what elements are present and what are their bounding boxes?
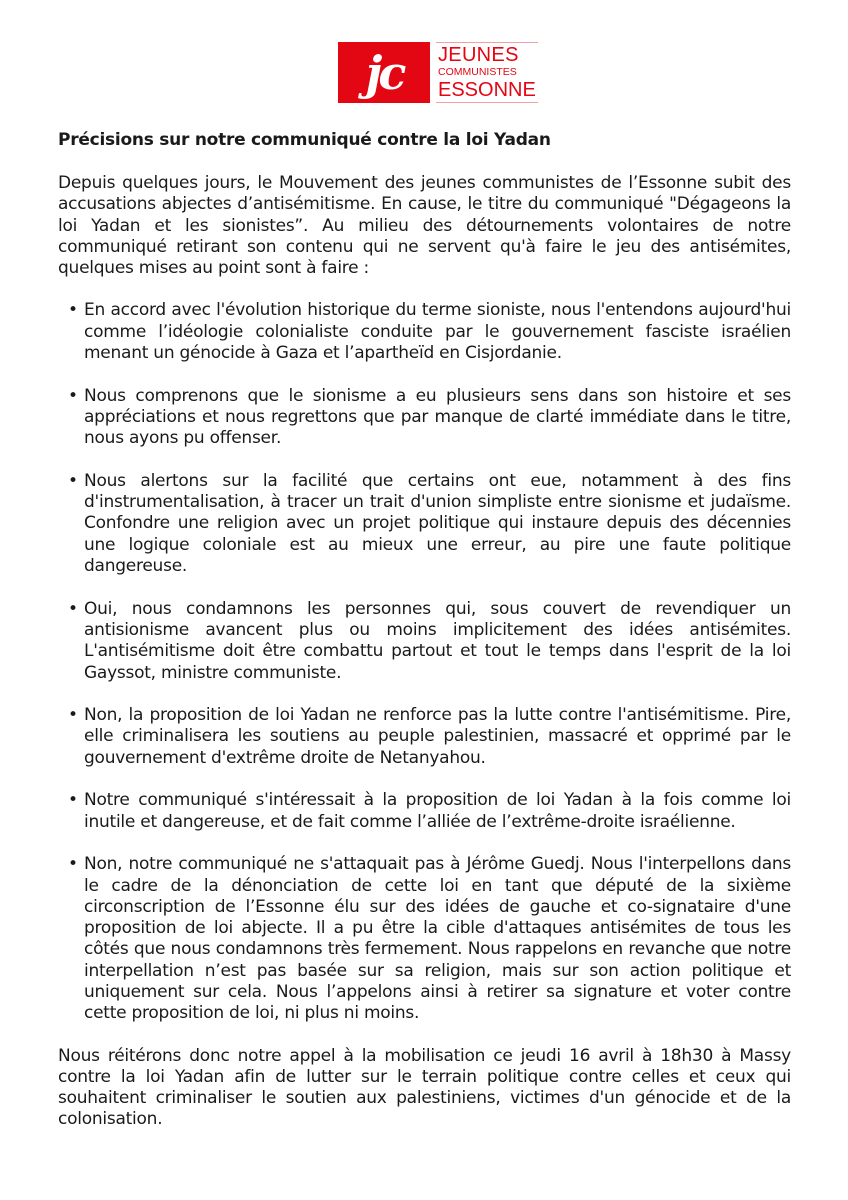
list-item-text: Nous alertons sur la facilité que certains ont eue, notamment à des fins d'instrumentalisation, à tracer un trait d'union simpliste entre sionisme et judaïsme. Confondre une religion avec un projet politique qui instaure depuis des décennies une logique coloniale est au mieux une erreur, au pire une faute politique dangereuse. [84,470,791,577]
bullet-icon: • [68,385,78,406]
bullet-icon: • [68,790,78,811]
list-item-text: Non, la proposition de loi Yadan ne renforce pas la lutte contre l'antisémitisme. Pire, elle criminalisera les soutiens au peuple palestinien, massacré et opprimé par le gouvernement d'extrême droite de Netanyahou. [84,705,791,768]
list-item-text: Notre communiqué s'intéressait à la proposition de loi Yadan à la fois comme loi inutile et dangereuse, et de fait comme l’alliée de l’extrême-droite israélienne. [84,790,791,832]
list-item [58,854,791,1024]
document-body [58,130,791,1131]
logo-mark [338,42,430,103]
list-item [58,599,791,684]
list-item [58,790,791,833]
list-item [58,471,791,577]
list-item-text: Non, notre communiqué ne s'attaquait pas à Jérôme Guedj. Nous l'interpellons dans le cadre de la dénonciation de cette loi en tant que député de la sixième circonscription de l’Essonne élu sur des idées de gauche et co-signataire d'une proposition de loi abjecte. Il a pu être la cible d'attaques antisémites de tous les côtés que nous condamnons très fermement. Nous rappelons en revanche que notre interpellation n’est pas basée sur sa religion, mais sur son action politique et uniquement sur cela. Nous l’appelons ainsi à retirer sa signature et voter contre cette proposition de loi, ni plus ni moins. [84,854,791,1024]
list-item [58,705,791,769]
logo-mark-text: jc [365,45,403,100]
bullet-icon: • [68,705,78,726]
list-item-text: Nous comprenons que le sionisme a eu plusieurs sens dans son histoire et ses appréciations et nous regrettons que par manque de clarté immédiate dans le titre, nous ayons pu offenser. [84,385,791,449]
bullet-icon: • [68,470,78,491]
list-item-text: En accord avec l'évolution historique du terme sioniste, nous l'entendons aujourd'hui comme l’idéologie colonialiste conduite par le gouvernement fasciste israélien menant un génocide à Gaza et l’apartheïd en Cisjordanie. [84,300,791,364]
list-item [58,386,791,450]
bullet-icon: • [68,300,78,321]
intro-paragraph: Depuis quelques jours, le Mouvement des jeunes communistes de l’Essonne subit des accusations abjectes d’antisémitisme. En cause, le titre du communiqué "Dégageons la loi Yadan et les sionistes”. Au milieu des détournements volontaires de notre communiqué retirant son contenu qui ne servent qu'à faire le jeu des antisémites, quelques mises au point sont à faire : [58,173,791,279]
list-item-text: Oui, nous condamnons les personnes qui, sous couvert de revendiquer un antisionisme avancent plus ou moins implicitement des idées antisémites. L'antisémitisme doit être combattu partout et tout le temps dans l'esprit de la loi Gayssot, ministre communiste. [84,598,791,683]
conclusion-paragraph: Nous réitérons donc notre appel à la mobilisation ce jeudi 16 avril à 18h30 à Massy contre la loi Yadan afin de lutter sur le terrain politique contre celles et ceux qui souhaitent criminaliser le soutien aux palestiniens, victimes d'un génocide et de la colonisation. [58,1045,791,1130]
list-item [58,300,791,364]
logo-line-1: JEUNES [438,44,519,67]
logo [338,42,538,103]
bullet-icon: • [68,854,78,875]
logo-line-3: ESSONNE [438,78,536,101]
bullet-list [58,300,791,1024]
logo-text [436,42,538,103]
bullet-icon: • [68,598,78,619]
logo-line-2: COMMUNISTES [438,66,517,79]
document-title: Précisions sur notre communiqué contre la loi Yadan [58,130,551,150]
